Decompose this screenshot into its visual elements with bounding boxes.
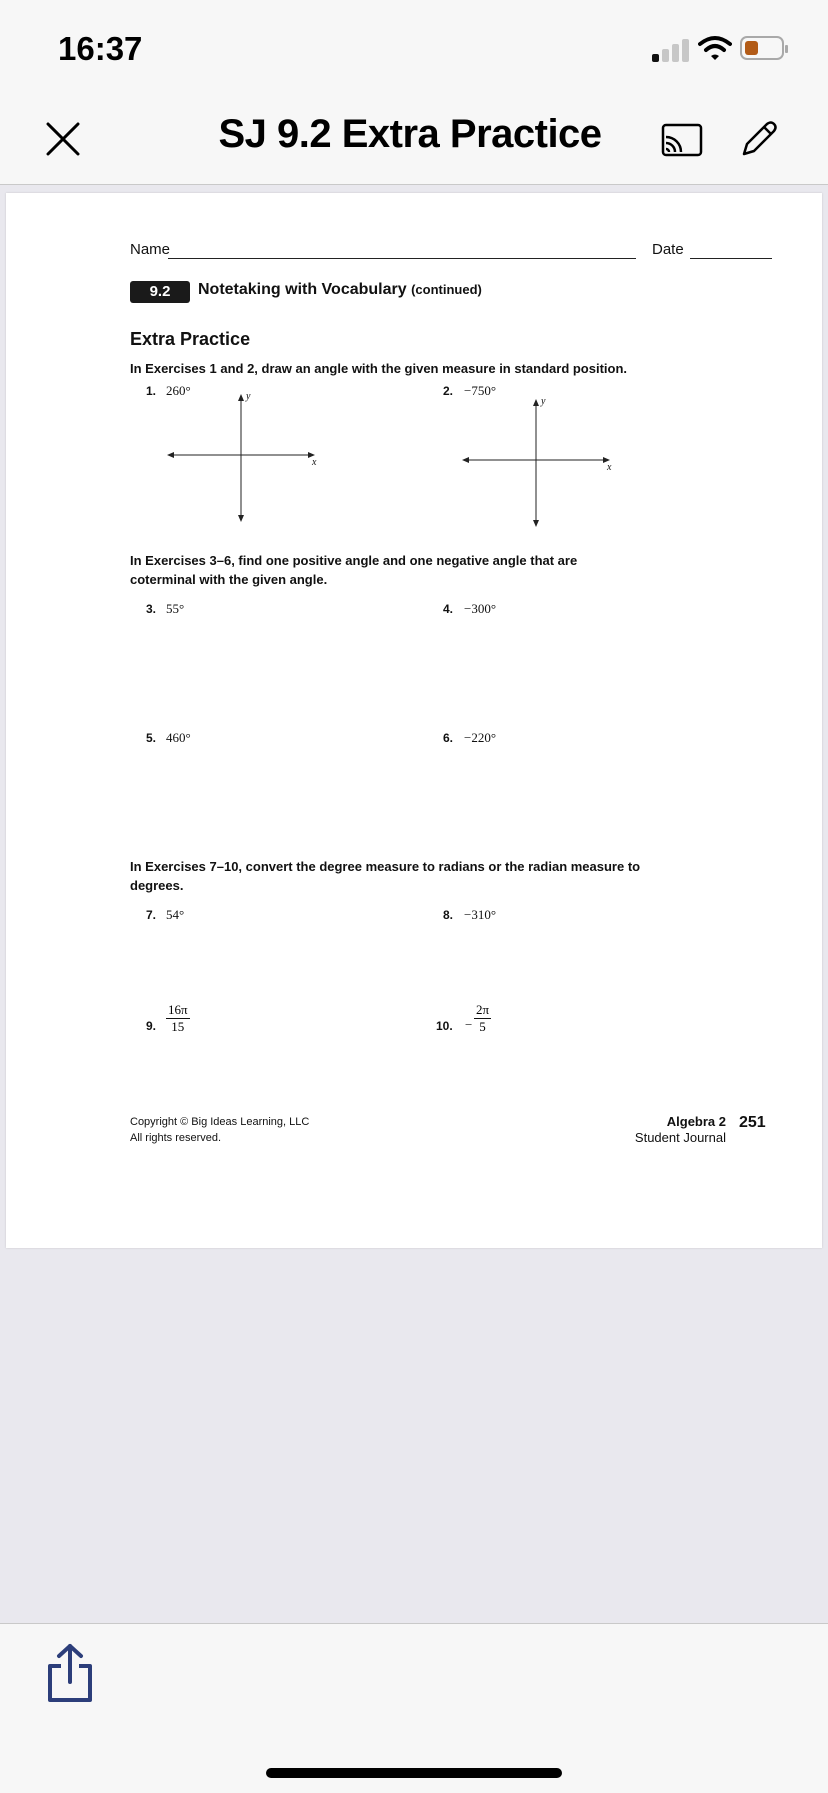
- cast-icon[interactable]: [660, 122, 704, 158]
- coordinate-plane-2: [461, 398, 611, 528]
- share-icon[interactable]: [44, 1642, 96, 1704]
- page-number: 251: [739, 1114, 766, 1131]
- section-title-suffix: (continued): [411, 282, 482, 297]
- book-title-line-2: Student Journal: [634, 1130, 726, 1145]
- exercise-3-number: 3.: [146, 602, 157, 616]
- exercise-10-number: 10.: [436, 1019, 453, 1033]
- bottom-toolbar: [0, 1623, 828, 1793]
- copyright-line-2: All rights reserved.: [130, 1132, 222, 1144]
- coordinate-plane-1: [166, 393, 316, 523]
- x-axis-label-1: x: [312, 457, 317, 468]
- wifi-icon: [698, 34, 732, 62]
- section-number-badge: 9.2: [130, 281, 190, 303]
- date-label: Date: [652, 241, 684, 258]
- exercise-10-fraction: [474, 1002, 491, 1035]
- exercise-9-denominator: 15: [171, 1019, 185, 1034]
- battery-icon: [740, 36, 784, 60]
- book-title-line-1: Algebra 2: [666, 1114, 726, 1129]
- instructions-3-line-1: In Exercises 7–10, convert the degree measure to radians or the radian measure to: [130, 859, 641, 874]
- instructions-2-line-1: In Exercises 3–6, find one positive angle and one negative angle that are: [130, 553, 578, 568]
- exercise-10-sign: −: [465, 1017, 473, 1032]
- document-page: [6, 193, 822, 1248]
- name-label: Name: [130, 241, 171, 258]
- instructions-1: In Exercises 1 and 2, draw an angle with the given measure in standard position.: [130, 361, 628, 376]
- date-line: [690, 258, 772, 259]
- exercise-6-value: −220°: [464, 730, 497, 745]
- exercise-9-numerator: 16π: [168, 1002, 188, 1017]
- close-icon[interactable]: [40, 116, 86, 162]
- instructions-3-line-2: degrees.: [130, 878, 184, 893]
- copyright-notice: [130, 1114, 309, 1146]
- exercise-8-value: −310°: [464, 907, 497, 922]
- exercise-4-value: −300°: [464, 601, 497, 616]
- pencil-icon[interactable]: [736, 116, 782, 162]
- instructions-3: [130, 857, 790, 895]
- book-title: [566, 1114, 726, 1146]
- home-indicator[interactable]: [266, 1768, 562, 1778]
- exercise-8-number: 8.: [443, 908, 454, 922]
- exercise-2-value: −750°: [464, 383, 497, 398]
- x-axis-label-2: x: [607, 462, 612, 473]
- document-title: SJ 9.2 Extra Practice: [218, 112, 602, 156]
- exercise-1-number: 1.: [146, 384, 157, 398]
- document-viewer[interactable]: [0, 185, 828, 1623]
- exercise-5-number: 5.: [146, 731, 157, 745]
- navigation-bar: [0, 96, 828, 185]
- exercise-7-value: 54°: [166, 907, 185, 922]
- y-axis-label-2: y: [541, 396, 546, 407]
- cellular-signal-icon: [652, 38, 692, 62]
- copyright-line-1: Copyright © Big Ideas Learning, LLC: [130, 1116, 310, 1128]
- exercise-5-value: 460°: [166, 730, 191, 745]
- exercise-4-number: 4.: [443, 602, 454, 616]
- exercise-1-value: 260°: [166, 383, 191, 398]
- status-time: 16:37: [58, 30, 143, 67]
- extra-practice-heading: Extra Practice: [130, 329, 251, 349]
- exercise-7-number: 7.: [146, 908, 157, 922]
- exercise-10-numerator: 2π: [476, 1002, 490, 1017]
- exercise-10-denominator: 5: [479, 1019, 486, 1034]
- exercise-9-number: 9.: [146, 1019, 157, 1033]
- status-bar: [0, 0, 828, 96]
- instructions-2-line-2: coterminal with the given angle.: [130, 572, 328, 587]
- name-line: [168, 258, 636, 259]
- section-title-text: Notetaking with Vocabulary: [198, 281, 407, 298]
- y-axis-label-1: y: [246, 391, 251, 402]
- instructions-2: [130, 551, 770, 589]
- exercise-2-number: 2.: [443, 384, 454, 398]
- exercise-6-number: 6.: [443, 731, 454, 745]
- section-title: [198, 281, 482, 299]
- exercise-3-value: 55°: [166, 601, 185, 616]
- exercise-9-fraction: [166, 1002, 190, 1035]
